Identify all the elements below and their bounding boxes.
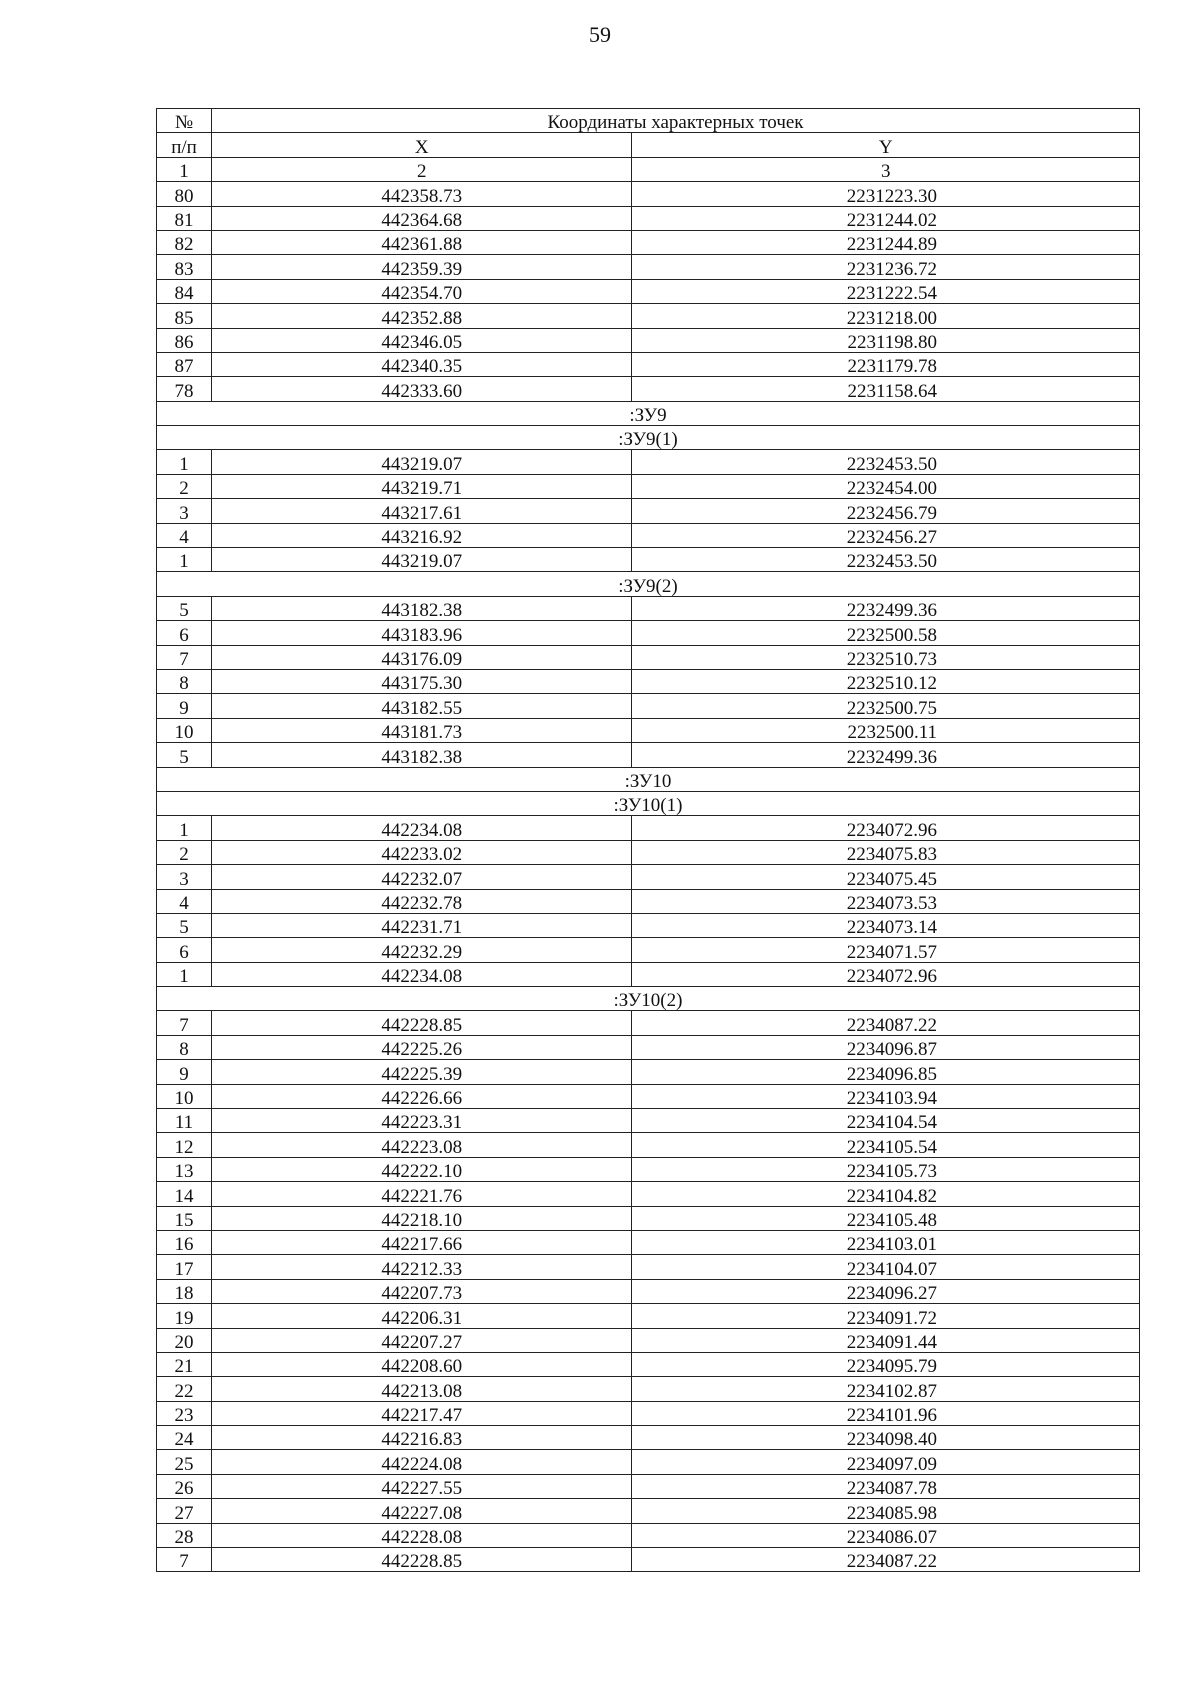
point-number-cell: 21	[157, 1352, 212, 1376]
point-number-cell: 9	[157, 1060, 212, 1084]
table-row	[157, 1011, 1140, 1035]
point-number-cell: 6	[157, 621, 212, 645]
point-number-cell: 12	[157, 1133, 212, 1157]
table-row	[157, 913, 1140, 937]
section-row	[157, 572, 1140, 596]
y-coordinate-cell: 2231222.54	[632, 279, 1140, 303]
section-row	[157, 426, 1140, 450]
point-number-cell: 9	[157, 694, 212, 718]
y-coordinate-cell: 2234091.44	[632, 1328, 1140, 1352]
point-number-cell: 23	[157, 1401, 212, 1425]
table-row	[157, 474, 1140, 498]
x-column-header: X	[212, 133, 632, 157]
point-number-cell: 7	[157, 1011, 212, 1035]
y-coordinate-cell: 2231179.78	[632, 352, 1140, 376]
coordinates-table-container	[156, 108, 1140, 1572]
section-label: :ЗУ10	[157, 767, 1140, 791]
y-coordinate-cell: 2232510.12	[632, 669, 1140, 693]
x-coordinate-cell: 442358.73	[212, 182, 632, 206]
y-coordinate-cell: 2232500.11	[632, 718, 1140, 742]
column-number-3: 3	[632, 157, 1140, 181]
point-number-cell: 13	[157, 1157, 212, 1181]
table-row	[157, 816, 1140, 840]
section-label: :ЗУ9	[157, 401, 1140, 425]
x-coordinate-cell: 442234.08	[212, 962, 632, 986]
x-coordinate-cell: 443183.96	[212, 621, 632, 645]
y-coordinate-cell: 2234104.54	[632, 1109, 1140, 1133]
y-coordinate-cell: 2234087.22	[632, 1548, 1140, 1572]
y-coordinate-cell: 2234085.98	[632, 1499, 1140, 1523]
table-row	[157, 1255, 1140, 1279]
x-coordinate-cell: 442232.07	[212, 865, 632, 889]
x-coordinate-cell: 442208.60	[212, 1352, 632, 1376]
x-coordinate-cell: 442228.85	[212, 1548, 632, 1572]
table-row	[157, 718, 1140, 742]
table-row	[157, 1035, 1140, 1059]
point-number-cell: 18	[157, 1279, 212, 1303]
x-coordinate-cell: 442227.55	[212, 1474, 632, 1498]
coordinates-table	[156, 108, 1140, 1572]
y-coordinate-cell: 2234087.22	[632, 1011, 1140, 1035]
y-coordinate-cell: 2231198.80	[632, 328, 1140, 352]
table-row	[157, 304, 1140, 328]
x-coordinate-cell: 442234.08	[212, 816, 632, 840]
column-number-1: 1	[157, 157, 212, 181]
y-coordinate-cell: 2234096.87	[632, 1035, 1140, 1059]
point-number-cell: 26	[157, 1474, 212, 1498]
y-coordinate-cell: 2234104.82	[632, 1182, 1140, 1206]
x-coordinate-cell: 442361.88	[212, 230, 632, 254]
x-coordinate-cell: 442216.83	[212, 1426, 632, 1450]
x-coordinate-cell: 442233.02	[212, 840, 632, 864]
x-coordinate-cell: 442217.66	[212, 1230, 632, 1254]
point-number-cell: 25	[157, 1450, 212, 1474]
y-coordinate-cell: 2234075.45	[632, 865, 1140, 889]
point-number-cell: 10	[157, 718, 212, 742]
point-number-cell: 3	[157, 865, 212, 889]
point-number-cell: 24	[157, 1426, 212, 1450]
section-label: :ЗУ10(1)	[157, 791, 1140, 815]
x-coordinate-cell: 442217.47	[212, 1401, 632, 1425]
x-coordinate-cell: 442222.10	[212, 1157, 632, 1181]
table-row	[157, 523, 1140, 547]
y-coordinate-cell: 2234105.73	[632, 1157, 1140, 1181]
point-number-cell: 83	[157, 255, 212, 279]
point-number-cell: 1	[157, 548, 212, 572]
x-coordinate-cell: 443181.73	[212, 718, 632, 742]
x-coordinate-cell: 442232.78	[212, 889, 632, 913]
point-number-cell: 1	[157, 450, 212, 474]
y-coordinate-cell: 2234103.94	[632, 1084, 1140, 1108]
x-coordinate-cell: 442224.08	[212, 1450, 632, 1474]
table-row	[157, 1523, 1140, 1547]
point-number-cell: 20	[157, 1328, 212, 1352]
section-row	[157, 401, 1140, 425]
y-coordinate-cell: 2234072.96	[632, 962, 1140, 986]
x-coordinate-cell: 442223.08	[212, 1133, 632, 1157]
column-number-2: 2	[212, 157, 632, 181]
x-coordinate-cell: 442223.31	[212, 1109, 632, 1133]
table-row	[157, 450, 1140, 474]
x-coordinate-cell: 443182.38	[212, 596, 632, 620]
table-row	[157, 1352, 1140, 1376]
point-number-cell: 5	[157, 913, 212, 937]
y-coordinate-cell: 2234104.07	[632, 1255, 1140, 1279]
x-coordinate-cell: 442207.27	[212, 1328, 632, 1352]
x-coordinate-cell: 442212.33	[212, 1255, 632, 1279]
point-number-cell: 86	[157, 328, 212, 352]
table-row	[157, 962, 1140, 986]
x-coordinate-cell: 442225.39	[212, 1060, 632, 1084]
y-coordinate-cell: 2232499.36	[632, 596, 1140, 620]
point-number-cell: 85	[157, 304, 212, 328]
x-coordinate-cell: 442206.31	[212, 1304, 632, 1328]
point-number-cell: 7	[157, 645, 212, 669]
y-coordinate-cell: 2231218.00	[632, 304, 1140, 328]
number-column-sublabel: п/п	[157, 133, 212, 157]
point-number-cell: 6	[157, 938, 212, 962]
x-coordinate-cell: 442226.66	[212, 1084, 632, 1108]
x-coordinate-cell: 442352.88	[212, 304, 632, 328]
table-row	[157, 621, 1140, 645]
x-coordinate-cell: 442218.10	[212, 1206, 632, 1230]
y-coordinate-cell: 2232456.79	[632, 499, 1140, 523]
point-number-cell: 10	[157, 1084, 212, 1108]
table-body	[157, 182, 1140, 1572]
point-number-cell: 80	[157, 182, 212, 206]
x-coordinate-cell: 442340.35	[212, 352, 632, 376]
point-number-cell: 2	[157, 840, 212, 864]
point-number-cell: 5	[157, 596, 212, 620]
y-coordinate-cell: 2234073.53	[632, 889, 1140, 913]
table-row	[157, 1377, 1140, 1401]
y-coordinate-cell: 2234101.96	[632, 1401, 1140, 1425]
point-number-cell: 27	[157, 1499, 212, 1523]
point-number-cell: 4	[157, 889, 212, 913]
y-coordinate-cell: 2234102.87	[632, 1377, 1140, 1401]
x-coordinate-cell: 443175.30	[212, 669, 632, 693]
table-row	[157, 865, 1140, 889]
section-label: :ЗУ9(1)	[157, 426, 1140, 450]
point-number-cell: 5	[157, 743, 212, 767]
section-label: :ЗУ9(2)	[157, 572, 1140, 596]
y-coordinate-cell: 2231236.72	[632, 255, 1140, 279]
x-coordinate-cell: 443219.71	[212, 474, 632, 498]
y-coordinate-cell: 2234096.27	[632, 1279, 1140, 1303]
y-coordinate-cell: 2234105.48	[632, 1206, 1140, 1230]
y-coordinate-cell: 2234105.54	[632, 1133, 1140, 1157]
y-coordinate-cell: 2234097.09	[632, 1450, 1140, 1474]
point-number-cell: 7	[157, 1548, 212, 1572]
x-coordinate-cell: 442346.05	[212, 328, 632, 352]
table-row	[157, 328, 1140, 352]
table-row	[157, 1157, 1140, 1181]
x-coordinate-cell: 442227.08	[212, 1499, 632, 1523]
table-row	[157, 1084, 1140, 1108]
x-coordinate-cell: 442232.29	[212, 938, 632, 962]
y-coordinate-cell: 2234095.79	[632, 1352, 1140, 1376]
point-number-cell: 19	[157, 1304, 212, 1328]
section-row	[157, 767, 1140, 791]
y-coordinate-cell: 2231223.30	[632, 182, 1140, 206]
header-row-1	[157, 109, 1140, 133]
section-row	[157, 791, 1140, 815]
table-row	[157, 499, 1140, 523]
y-coordinate-cell: 2231244.89	[632, 230, 1140, 254]
point-number-cell: 11	[157, 1109, 212, 1133]
x-coordinate-cell: 443216.92	[212, 523, 632, 547]
y-coordinate-cell: 2232510.73	[632, 645, 1140, 669]
table-row	[157, 1328, 1140, 1352]
y-coordinate-cell: 2231244.02	[632, 206, 1140, 230]
x-coordinate-cell: 443217.61	[212, 499, 632, 523]
table-row	[157, 645, 1140, 669]
y-coordinate-cell: 2234086.07	[632, 1523, 1140, 1547]
section-row	[157, 987, 1140, 1011]
table-row	[157, 1426, 1140, 1450]
y-coordinate-cell: 2232453.50	[632, 548, 1140, 572]
x-coordinate-cell: 442333.60	[212, 377, 632, 401]
y-coordinate-cell: 2234072.96	[632, 816, 1140, 840]
y-coordinate-cell: 2234075.83	[632, 840, 1140, 864]
table-row	[157, 1206, 1140, 1230]
point-number-cell: 78	[157, 377, 212, 401]
x-coordinate-cell: 442228.85	[212, 1011, 632, 1035]
table-row	[157, 1450, 1140, 1474]
x-coordinate-cell: 442231.71	[212, 913, 632, 937]
point-number-cell: 8	[157, 1035, 212, 1059]
y-coordinate-cell: 2232456.27	[632, 523, 1140, 547]
point-number-cell: 22	[157, 1377, 212, 1401]
table-row	[157, 279, 1140, 303]
x-coordinate-cell: 442225.26	[212, 1035, 632, 1059]
y-coordinate-cell: 2232499.36	[632, 743, 1140, 767]
point-number-cell: 1	[157, 962, 212, 986]
y-coordinate-cell: 2234071.57	[632, 938, 1140, 962]
y-coordinate-cell: 2232500.58	[632, 621, 1140, 645]
y-coordinate-cell: 2232454.00	[632, 474, 1140, 498]
header-row-2	[157, 133, 1140, 157]
y-coordinate-cell: 2234087.78	[632, 1474, 1140, 1498]
table-header	[157, 109, 1140, 182]
point-number-cell: 14	[157, 1182, 212, 1206]
x-coordinate-cell: 442213.08	[212, 1377, 632, 1401]
table-row	[157, 1182, 1140, 1206]
number-column-label: №	[157, 109, 212, 133]
point-number-cell: 15	[157, 1206, 212, 1230]
table-row	[157, 1474, 1140, 1498]
point-number-cell: 3	[157, 499, 212, 523]
point-number-cell: 28	[157, 1523, 212, 1547]
table-row	[157, 1109, 1140, 1133]
coordinates-header: Координаты характерных точек	[212, 109, 1140, 133]
table-row	[157, 1279, 1140, 1303]
y-coordinate-cell: 2234103.01	[632, 1230, 1140, 1254]
table-row	[157, 1060, 1140, 1084]
x-coordinate-cell: 443219.07	[212, 450, 632, 474]
table-row	[157, 743, 1140, 767]
table-row	[157, 182, 1140, 206]
table-row	[157, 377, 1140, 401]
point-number-cell: 1	[157, 816, 212, 840]
point-number-cell: 17	[157, 1255, 212, 1279]
table-row	[157, 548, 1140, 572]
x-coordinate-cell: 443176.09	[212, 645, 632, 669]
table-row	[157, 1133, 1140, 1157]
y-coordinate-cell: 2232453.50	[632, 450, 1140, 474]
table-row	[157, 840, 1140, 864]
table-row	[157, 889, 1140, 913]
table-row	[157, 1499, 1140, 1523]
x-coordinate-cell: 442364.68	[212, 206, 632, 230]
x-coordinate-cell: 442354.70	[212, 279, 632, 303]
x-coordinate-cell: 442359.39	[212, 255, 632, 279]
table-row	[157, 694, 1140, 718]
point-number-cell: 8	[157, 669, 212, 693]
table-row	[157, 352, 1140, 376]
table-row	[157, 1548, 1140, 1572]
x-coordinate-cell: 442228.08	[212, 1523, 632, 1547]
table-row	[157, 1304, 1140, 1328]
y-coordinate-cell: 2231158.64	[632, 377, 1140, 401]
point-number-cell: 16	[157, 1230, 212, 1254]
y-coordinate-cell: 2232500.75	[632, 694, 1140, 718]
x-coordinate-cell: 442221.76	[212, 1182, 632, 1206]
x-coordinate-cell: 443182.55	[212, 694, 632, 718]
point-number-cell: 87	[157, 352, 212, 376]
table-row	[157, 1401, 1140, 1425]
point-number-cell: 82	[157, 230, 212, 254]
y-coordinate-cell: 2234091.72	[632, 1304, 1140, 1328]
point-number-cell: 84	[157, 279, 212, 303]
point-number-cell: 2	[157, 474, 212, 498]
table-row	[157, 206, 1140, 230]
table-row	[157, 1230, 1140, 1254]
y-coordinate-cell: 2234098.40	[632, 1426, 1140, 1450]
y-column-header: Y	[632, 133, 1140, 157]
x-coordinate-cell: 442207.73	[212, 1279, 632, 1303]
table-row	[157, 230, 1140, 254]
table-row	[157, 255, 1140, 279]
point-number-cell: 81	[157, 206, 212, 230]
x-coordinate-cell: 443182.38	[212, 743, 632, 767]
table-row	[157, 669, 1140, 693]
table-row	[157, 596, 1140, 620]
y-coordinate-cell: 2234096.85	[632, 1060, 1140, 1084]
y-coordinate-cell: 2234073.14	[632, 913, 1140, 937]
section-label: :ЗУ10(2)	[157, 987, 1140, 1011]
column-number-row	[157, 157, 1140, 181]
x-coordinate-cell: 443219.07	[212, 548, 632, 572]
table-row	[157, 938, 1140, 962]
point-number-cell: 4	[157, 523, 212, 547]
page-number: 59	[589, 22, 611, 47]
